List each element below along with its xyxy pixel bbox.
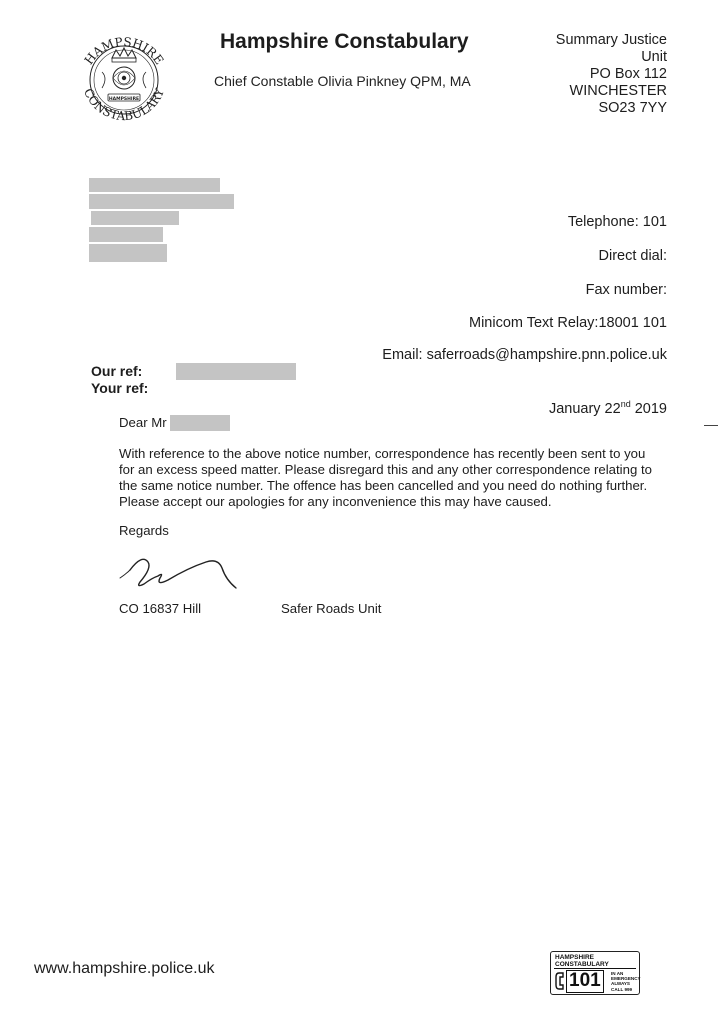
- crest-logo: [72, 28, 176, 132]
- badge-line2: CONSTABULARY: [555, 960, 609, 968]
- fax-number: Fax number:: [585, 282, 667, 298]
- date-year: 2019: [630, 400, 667, 417]
- address-line: SO23 7YY: [598, 100, 667, 116]
- organisation-name: Hampshire Constabulary: [220, 30, 469, 53]
- badge-number: 101: [566, 970, 604, 993]
- redacted-reference: [176, 363, 296, 380]
- website-url[interactable]: www.hampshire.police.uk: [34, 960, 215, 977]
- redacted-address-line: [91, 211, 179, 225]
- badge-line1: HAMPSHIRE: [555, 954, 595, 961]
- our-ref-label: Our ref:: [91, 363, 143, 379]
- svg-text:CONSTABULARY: [81, 85, 167, 123]
- sender-address: [507, 32, 667, 117]
- address-line: Unit: [641, 49, 667, 65]
- call-101-badge: [550, 951, 640, 995]
- phone-icon: [554, 971, 566, 991]
- letter-body: With reference to the above notice number, correspondence has recently been sent to you for an excess speed matter. Please disregard this and any other correspondence relating to the same notice number. The offence has been cancelled and you need do nothing further. Please accept our apologies for any inconvenience this may have caused.: [119, 446, 652, 509]
- salutation: [119, 415, 167, 430]
- crest-top-text: HAMPSHIRE: [81, 34, 167, 68]
- crest-scroll-text: HAMPSHIRE: [108, 96, 140, 102]
- signatory: CO 16837 Hill: [119, 601, 202, 616]
- date-month-day: January 22: [548, 400, 621, 417]
- address-line: WINCHESTER: [569, 83, 667, 99]
- redacted-name: [170, 415, 230, 431]
- redacted-address-line: [89, 178, 220, 192]
- unit-name: Safer Roads Unit: [281, 601, 382, 616]
- redacted-address-line: [89, 244, 167, 262]
- minicom-relay: Minicom Text Relay:18001 101: [468, 315, 667, 331]
- salutation-text: Dear Mr: [119, 415, 167, 430]
- address-line: Summary Justice: [555, 32, 667, 48]
- chief-constable-line: Chief Constable Olivia Pinkney QPM, MA: [214, 73, 471, 89]
- badge-emergency-text: IN AN EMERGENCY ALWAYS CALL 999: [611, 971, 641, 992]
- telephone: Telephone: 101: [567, 214, 667, 230]
- email-address: Email: saferroads@hampshire.pnn.police.uk: [382, 347, 667, 363]
- date-suffix: nd: [620, 399, 631, 409]
- your-ref-label: Your ref:: [91, 380, 149, 396]
- closing: Regards: [119, 523, 169, 538]
- redacted-address-line: [89, 194, 234, 209]
- redacted-address-line: [89, 227, 163, 242]
- margin-mark: [704, 425, 718, 426]
- letter-date: [549, 399, 667, 417]
- signature: [118, 548, 248, 596]
- direct-dial: Direct dial:: [598, 248, 667, 264]
- badge-divider: [554, 968, 636, 969]
- crest-bottom-text: CONSTABULARY: [80, 86, 167, 124]
- address-line: PO Box 112: [589, 66, 667, 82]
